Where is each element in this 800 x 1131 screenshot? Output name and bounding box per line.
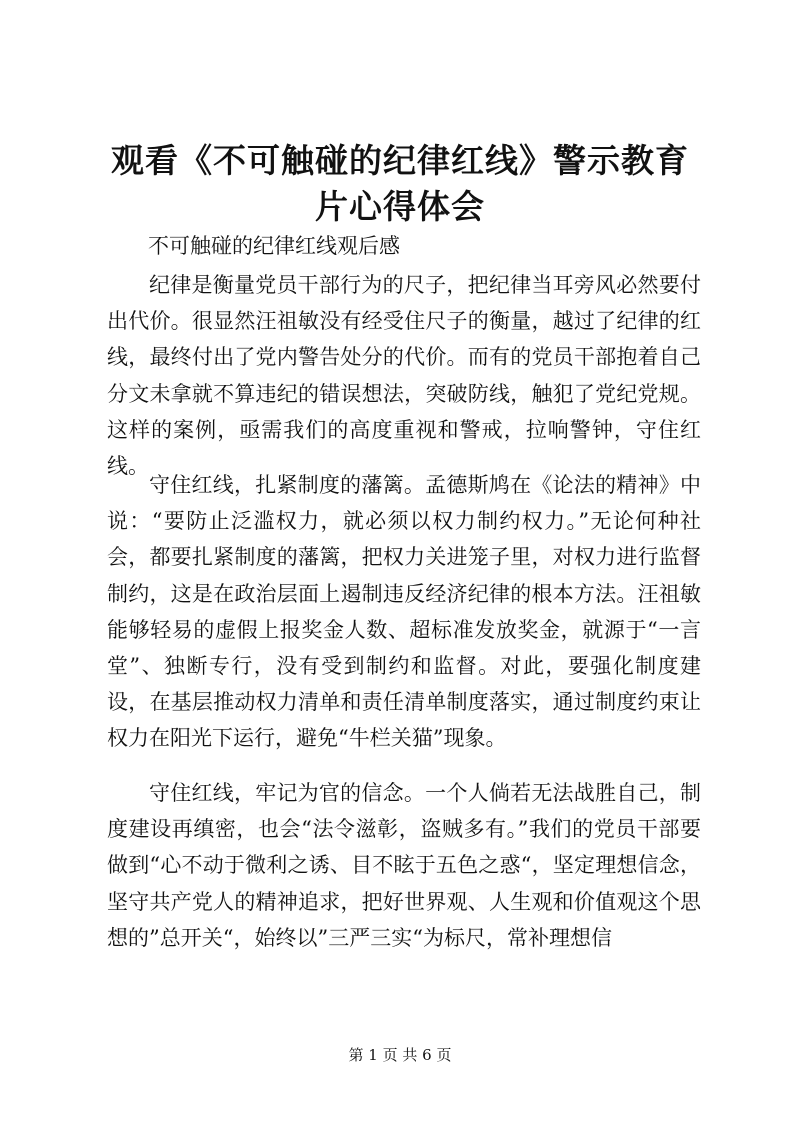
document-title: 观看《不可触碰的纪律红线》警示教育片心得体会 (111, 141, 689, 226)
paragraph-official-belief: 守住红线，牢记为官的信念。一个人倘若无法战胜自己，制度建设再缜密，也会“法令滋彰，盗贼多有。”我们的党员干部要做到“心不动于微利之诱、目不眩于五色之惑“，坚定理想信念，坚守共产党人的精神追求，把好世界观、人生观和价值观这个思想的”总开关“，始终以”三严三实“为标尺，常补理想信 (107, 781, 701, 950)
paragraph-discipline-ruler: 纪律是衡量党员干部行为的尺子，把纪律当耳旁风必然要付出代价。很显然汪祖敏没有经受住尺子的衡量，越过了纪律的红线，最终付出了党内警告处分的代价。而有的党员干部抱着自己分文未拿就不算违纪的错误想法，突破防线，触犯了党纪党规。这样的案例，亟需我们的高度重视和警戒，拉响警钟，守住红线。 (107, 273, 701, 479)
document-subtitle: 不可触碰的纪律红线观后感 (148, 234, 400, 258)
paragraph-institutional-fence: 守住红线，扎紧制度的藩篱。孟德斯鸠在《论法的精神》中说：“要防止泛滥权力，就必须以权力制约权力。”无论何种社会，都要扎紧制度的藩篱，把权力关进笼子里，对权力进行监督制约，这是在政治层面上遏制违反经济纪律的根本方法。汪祖敏能够轻易的虚假上报奖金人数、超标准发放奖金，就源于“一言堂”、独断专行，没有受到制约和监督。对此，要强化制度建设，在基层推动权力清单和责任清单制度落实，通过制度约束让权力在阳光下运行，避免“牛栏关猫”现象。 (107, 473, 701, 751)
page-footer: 第 1 页 共 6 页 (348, 1046, 452, 1064)
